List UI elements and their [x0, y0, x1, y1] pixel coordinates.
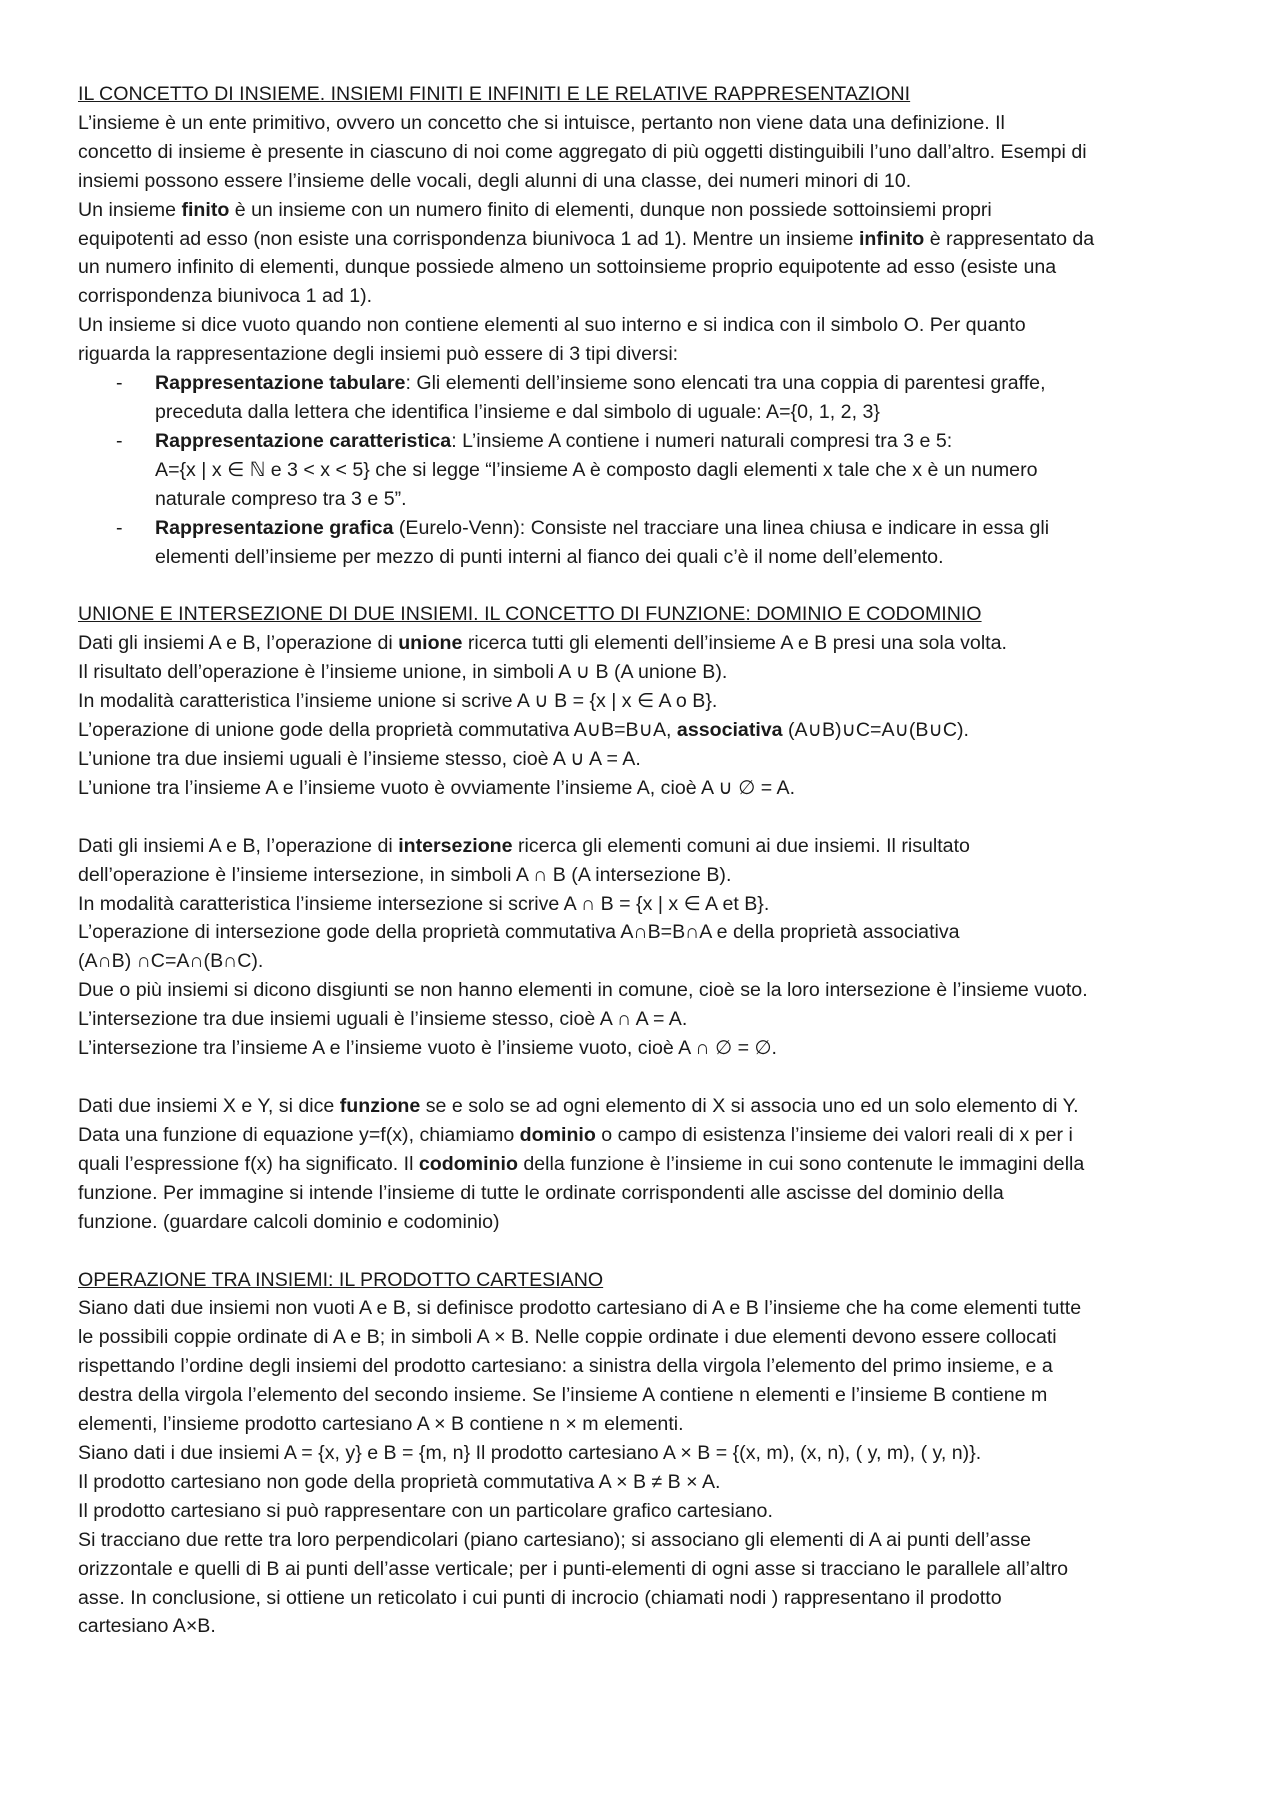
- paragraph-line: L’intersezione tra due insiemi uguali è l’insieme stesso, cioè A ∩ A = A.: [78, 1008, 688, 1031]
- bold-term: infinito: [858, 227, 925, 250]
- paragraph-line: cartesiano A×B.: [78, 1615, 216, 1638]
- list-item-continuation: elementi dell’insieme per mezzo di punti interni al fianco dei quali c’è il nome dell’elemento.: [155, 545, 944, 568]
- paragraph-line: L’unione tra due insiemi uguali è l’insieme stesso, cioè A ∪ A = A.: [78, 747, 641, 770]
- paragraph-line: concetto di insieme è presente in ciascuno di noi come aggregato di più oggetti distinguibili l’uno dall’altro. Esempi di: [78, 140, 1087, 163]
- bullet-dash: -: [116, 429, 123, 452]
- list-item: - Rappresentazione grafica (Eurelo-Venn): Consiste nel tracciare una linea chiusa e indicare in essa gli elementi dell’insieme per mezzo di punti interni al fianco dei quali c’è il nome dell’elemento.: [78, 514, 1210, 572]
- section-prodotto-cartesiano: [78, 1266, 1210, 1642]
- section-unione-intersezione: [78, 600, 1210, 1236]
- paragraph-line: le possibili coppie ordinate di A e B; in simboli A × B. Nelle coppie ordinate i due elementi devono essere collocati: [78, 1326, 1057, 1349]
- paragraph-line: L’intersezione tra l’insieme A e l’insieme vuoto è l’insieme vuoto, cioè A ∩ ∅ = ∅.: [78, 1037, 777, 1060]
- paragraph-line: Siano dati i due insiemi A = {x, y} e B = {m, n} Il prodotto cartesiano A × B = {(x, m), (x, n), ( y, m), ( y, n)}.: [78, 1441, 982, 1464]
- paragraph-line: L’unione tra l’insieme A e l’insieme vuoto è ovviamente l’insieme A, cioè A ∪ ∅ = A.: [78, 776, 796, 799]
- list-item: - Rappresentazione caratteristica: L’insieme A contiene i numeri naturali compresi tra 3 e 5: A={x | x ∈ ℕ e 3 < x < 5} che si legge “l’insieme A è composto dagli elementi x tale che x è un numero naturale compreso tra 3 e 5”.: [78, 427, 1210, 514]
- paragraph-line: Il risultato dell’operazione è l’insieme unione, in simboli A ∪ B (A unione B).: [78, 661, 728, 684]
- section-heading: IL CONCETTO DI INSIEME. INSIEMI FINITI E INFINITI E LE RELATIVE RAPPRESENTAZIONI: [78, 83, 911, 105]
- list-item-continuation: naturale compreso tra 3 e 5”.: [155, 487, 407, 510]
- paragraph-line: insiemi possono essere l’insieme delle vocali, degli alunni di una classe, dei numeri minori di 10.: [78, 169, 912, 192]
- paragraph-line: Dati due insiemi X e Y, si dice funzione se e solo se ad ogni elemento di X si associa uno ed un solo elemento di Y.: [78, 1095, 1079, 1117]
- paragraph-line: quali l’espressione f(x) ha significato. Il codominio della funzione è l’insieme in cui sono contenute le immagini della: [78, 1152, 1085, 1175]
- paragraph-line: Il prodotto cartesiano non gode della proprietà commutativa A × B ≠ B × A.: [78, 1470, 721, 1493]
- bullet-dash: -: [116, 372, 123, 395]
- list-item: - Rappresentazione tabulare: Gli elementi dell’insieme sono elencati tra una coppia di parentesi graffe, preceduta dalla lettera che identifica l’insieme e dal simbolo di uguale: A={0, 1, 2, 3}: [78, 369, 1210, 427]
- paragraph-line: Siano dati due insiemi non vuoti A e B, si definisce prodotto cartesiano di A e B l’insieme che ha come elementi tutte: [78, 1297, 1082, 1320]
- paragraph-line: funzione. Per immagine si intende l’insieme di tutte le ordinate corrispondenti alle ascisse del dominio della: [78, 1181, 1004, 1204]
- paragraph-line: Un insieme finito è un insieme con un numero finito di elementi, dunque non possiede sottoinsiemi propri: [78, 198, 992, 221]
- paragraph-line: rispettando l’ordine degli insiemi del prodotto cartesiano: a sinistra della virgola l’elemento del primo insieme, e a: [78, 1355, 1053, 1378]
- paragraph-line: funzione. (guardare calcoli dominio e codominio): [78, 1210, 500, 1233]
- section-insiemi: [78, 80, 1210, 571]
- paragraph-line: Si tracciano due rette tra loro perpendicolari (piano cartesiano); si associano gli elementi di A ai punti dell’asse: [78, 1528, 1032, 1551]
- bold-term: funzione: [339, 1095, 421, 1117]
- bullet-list: [78, 369, 1210, 571]
- paragraph-line: L’operazione di unione gode della proprietà commutativa A∪B=B∪A, associativa (A∪B)∪C=A∪(B∪C).: [78, 719, 969, 742]
- paragraph-line: L’operazione di intersezione gode della proprietà commutativa A∩B=B∩A e della proprietà associativa: [78, 921, 960, 944]
- paragraph-line: (A∩B) ∩C=A∩(B∩C).: [78, 950, 264, 973]
- paragraph-line: orizzontale e quelli di B ai punti dell’asse verticale; per i punti-elementi di ogni asse si tracciano le parallele all’altro: [78, 1557, 1069, 1580]
- paragraph-line: riguarda la rappresentazione degli insiemi può essere di 3 tipi diversi:: [78, 343, 679, 366]
- paragraph-line: L’insieme è un ente primitivo, ovvero un concetto che si intuisce, pertanto non viene data una definizione. Il: [78, 111, 1005, 134]
- paragraph-line: elementi, l’insieme prodotto cartesiano A × B contiene n × m elementi.: [78, 1413, 684, 1436]
- paragraph-line: Due o più insiemi si dicono disgiunti se non hanno elementi in comune, cioè se la loro intersezione è l’insieme vuoto.: [78, 979, 1088, 1002]
- list-item-continuation: preceduta dalla lettera che identifica l’insieme e dal simbolo di uguale: A={0, 1, 2, 3}: [155, 400, 880, 423]
- bold-term: associativa: [676, 719, 783, 742]
- bold-term: Rappresentazione tabulare: [155, 372, 406, 395]
- paragraph-line: equipotenti ad esso (non esiste una corrispondenza biunivoca 1 ad 1). Mentre un insieme infinito è rappresentato da: [78, 227, 1095, 250]
- bold-term: Rappresentazione grafica: [155, 516, 394, 539]
- bold-term: intersezione: [398, 834, 513, 857]
- paragraph-line: dell’operazione è l’insieme intersezione, in simboli A ∩ B (A intersezione B).: [78, 863, 732, 886]
- paragraph-line: In modalità caratteristica l’insieme intersezione si scrive A ∩ B = {x | x ∈ A et B}.: [78, 892, 770, 915]
- paragraph-line: Un insieme si dice vuoto quando non contiene elementi al suo interno e si indica con il simbolo O. Per quanto: [78, 314, 1026, 337]
- bold-term: dominio: [519, 1123, 596, 1146]
- paragraph-line: corrispondenza biunivoca 1 ad 1).: [78, 285, 373, 308]
- bold-term: codominio: [418, 1152, 518, 1175]
- bold-term: finito: [181, 198, 230, 221]
- list-item-continuation: A={x | x ∈ ℕ e 3 < x < 5} che si legge “l’insieme A è composto dagli elementi x tale che x è un numero: [155, 458, 1038, 481]
- paragraph-line: Dati gli insiemi A e B, l’operazione di unione ricerca tutti gli elementi dell’insieme A e B presi una sola volta.: [78, 632, 1007, 655]
- bold-term: unione: [398, 632, 463, 655]
- paragraph-line: Data una funzione di equazione y=f(x), chiamiamo dominio o campo di esistenza l’insieme dei valori reali di x per i: [78, 1123, 1073, 1146]
- bullet-dash: -: [116, 516, 123, 539]
- paragraph-line: Il prodotto cartesiano si può rappresentare con un particolare grafico cartesiano.: [78, 1499, 773, 1522]
- paragraph-line: destra della virgola l’elemento del secondo insieme. Se l’insieme A contiene n elementi e l’insieme B contiene m: [78, 1384, 1048, 1407]
- bold-term: Rappresentazione caratteristica: [155, 429, 452, 452]
- section-heading: OPERAZIONE TRA INSIEMI: IL PRODOTTO CARTESIANO: [78, 1268, 604, 1291]
- paragraph-line: In modalità caratteristica l’insieme unione si scrive A ∪ B = {x | x ∈ A o B}.: [78, 690, 718, 713]
- section-heading: UNIONE E INTERSEZIONE DI DUE INSIEMI. IL CONCETTO DI FUNZIONE: DOMINIO E CODOMINIO: [78, 603, 982, 626]
- paragraph-line: Dati gli insiemi A e B, l’operazione di intersezione ricerca gli elementi comuni ai due insiemi. Il risultato: [78, 834, 970, 857]
- paragraph-line: asse. In conclusione, si ottiene un reticolato i cui punti di incrocio (chiamati nodi ) rappresentano il prodotto: [78, 1586, 1002, 1609]
- paragraph-line: un numero infinito di elementi, dunque possiede almeno un sottoinsieme proprio equipotente ad esso (esiste una: [78, 256, 1057, 279]
